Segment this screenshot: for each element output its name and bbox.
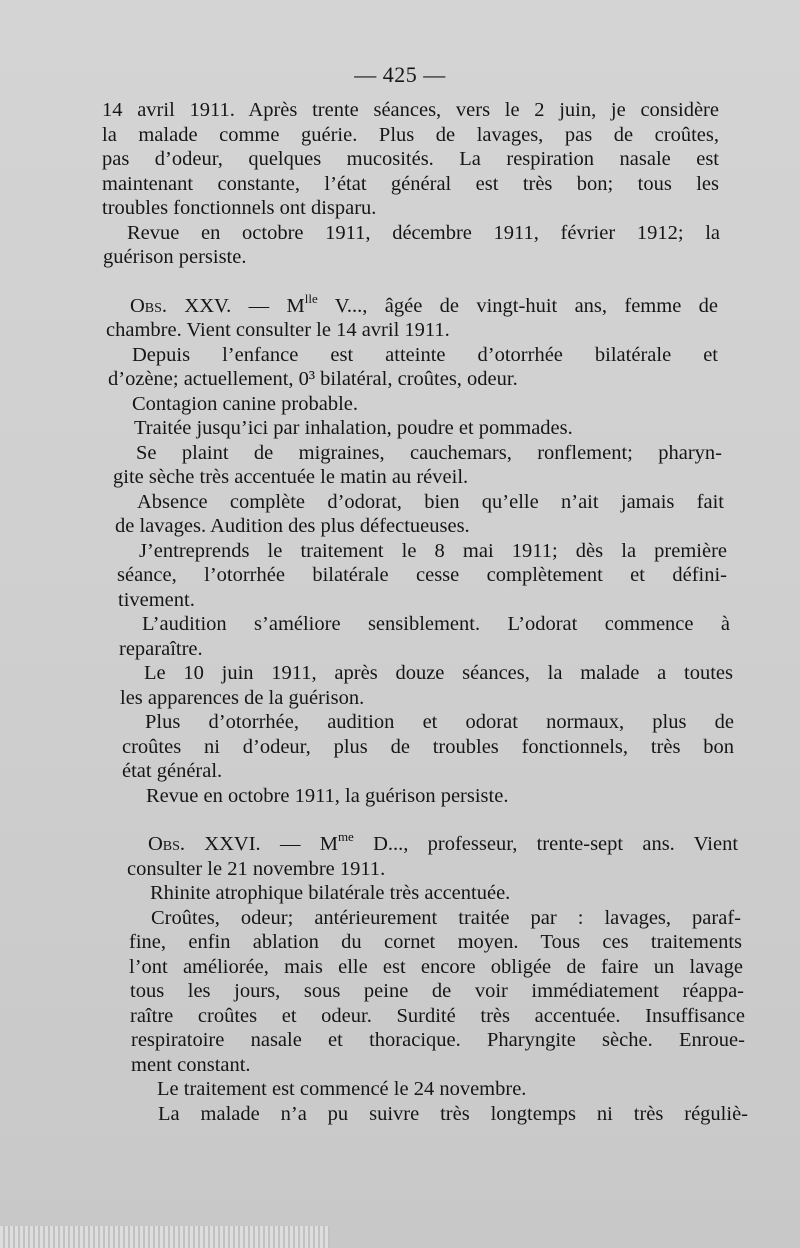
text-line: tous les jours, sous peine de voir immédiatement réappa- — [130, 980, 744, 1002]
text-line: La malade n’a pu suivre très longtemps ni très réguliè- — [158, 1102, 748, 1125]
body-text — [0, 98, 800, 1126]
page-edge-strip — [0, 1226, 330, 1248]
text-line: Se plaint de migraines, cauchemars, ronflement; pharyn- — [136, 441, 722, 464]
page-number: — 425 — — [354, 62, 446, 87]
text-line: guérison persiste. — [103, 246, 247, 268]
text-line: Absence complète d’odorat, bien qu’elle n’ait jamais fait — [137, 490, 724, 513]
heading-rest: D..., professeur, trente-sept ans. Vient — [353, 833, 738, 855]
observation-heading-line — [148, 832, 738, 857]
text-line: Plus d’otorrhée, audition et odorat normaux, plus de — [145, 711, 734, 733]
text-line: tivement. — [118, 588, 195, 611]
text-line: chambre. Vient consulter le 14 avril 1911. — [106, 319, 450, 341]
text-line: d’ozène; actuellement, 0³ bilatéral, croûtes, odeur. — [108, 368, 518, 390]
text-line: l’ont améliorée, mais elle est encore obligée de faire un lavage — [129, 955, 743, 978]
paragraph-continuation — [0, 98, 800, 221]
heading-rest: V..., âgée de vingt-huit ans, femme de — [317, 294, 718, 317]
text-line: Revue en octobre 1911, décembre 1911, février 1912; la — [127, 221, 720, 244]
text-line: maintenant constante, l’état général est très bon; tous les — [102, 172, 719, 195]
observation-heading: Obs. XXVI. — [148, 833, 261, 855]
observation-25 — [0, 294, 800, 809]
text-line: de lavages. Audition des plus défectueuses. — [115, 515, 470, 537]
text-line: pas d’odeur, quelques mucosités. La respiration nasale est — [102, 148, 719, 170]
text-line: Depuis l’enfance est atteinte d’otorrhée bilatérale et — [132, 343, 718, 366]
text-line: gite sèche très accentuée le matin au réveil. — [113, 466, 469, 488]
observation-heading-line — [130, 294, 718, 319]
paragraph-review — [0, 221, 800, 270]
text-line: respiratoire nasale et thoracique. Pharyngite sèche. Enroue- — [131, 1029, 745, 1051]
text-line: Traitée jusqu’ici par inhalation, poudre et pommades. — [134, 417, 573, 439]
heading-dash: — M — [260, 833, 338, 855]
text-line: les apparences de la guérison. — [120, 686, 365, 709]
text-line: Revue en octobre 1911, la guérison persiste. — [146, 784, 509, 807]
text-line: Contagion canine probable. — [132, 392, 359, 415]
text-line: Croûtes, odeur; antérieurement traitée par : lavages, paraf- — [151, 906, 741, 929]
text-line: troubles fonctionnels ont disparu. — [102, 197, 377, 219]
text-line: consulter le 21 novembre 1911. — [127, 857, 386, 880]
observation-heading: Obs. XXV. — [130, 294, 232, 317]
text-line: reparaître. — [119, 637, 203, 660]
title-superscript: me — [337, 832, 354, 845]
text-line: la malade comme guérie. Plus de lavages, pas de croûtes, — [102, 123, 719, 146]
title-superscript: lle — [304, 293, 318, 306]
text-line: J’entreprends le traitement le 8 mai 1911; dès la première — [139, 539, 727, 562]
text-line: L’audition s’améliore sensiblement. L’odorat commence à — [142, 613, 730, 635]
text-line: 14 avril 1911. Après trente séances, vers le 2 juin, je considère — [102, 99, 719, 121]
text-line: Le 10 juin 1911, après douze séances, la malade a toutes — [144, 662, 733, 684]
text-line: fine, enfin ablation du cornet moyen. Tous ces traitements — [129, 931, 742, 953]
observation-26 — [0, 832, 800, 1126]
text-line: raître croûtes et odeur. Surdité très accentuée. Insuffisance — [130, 1004, 745, 1027]
text-line: Le traitement est commencé le 24 novembre. — [157, 1078, 527, 1100]
text-line: état général. — [122, 760, 223, 782]
text-line: ment constant. — [131, 1053, 251, 1076]
text-line: séance, l’otorrhée bilatérale cesse complètement et défini- — [117, 564, 727, 586]
heading-dash: — M — [231, 294, 305, 317]
text-line: Rhinite atrophique bilatérale très accentuée. — [150, 882, 511, 904]
text-line: croûtes ni d’odeur, plus de troubles fonctionnels, très bon — [122, 735, 734, 758]
